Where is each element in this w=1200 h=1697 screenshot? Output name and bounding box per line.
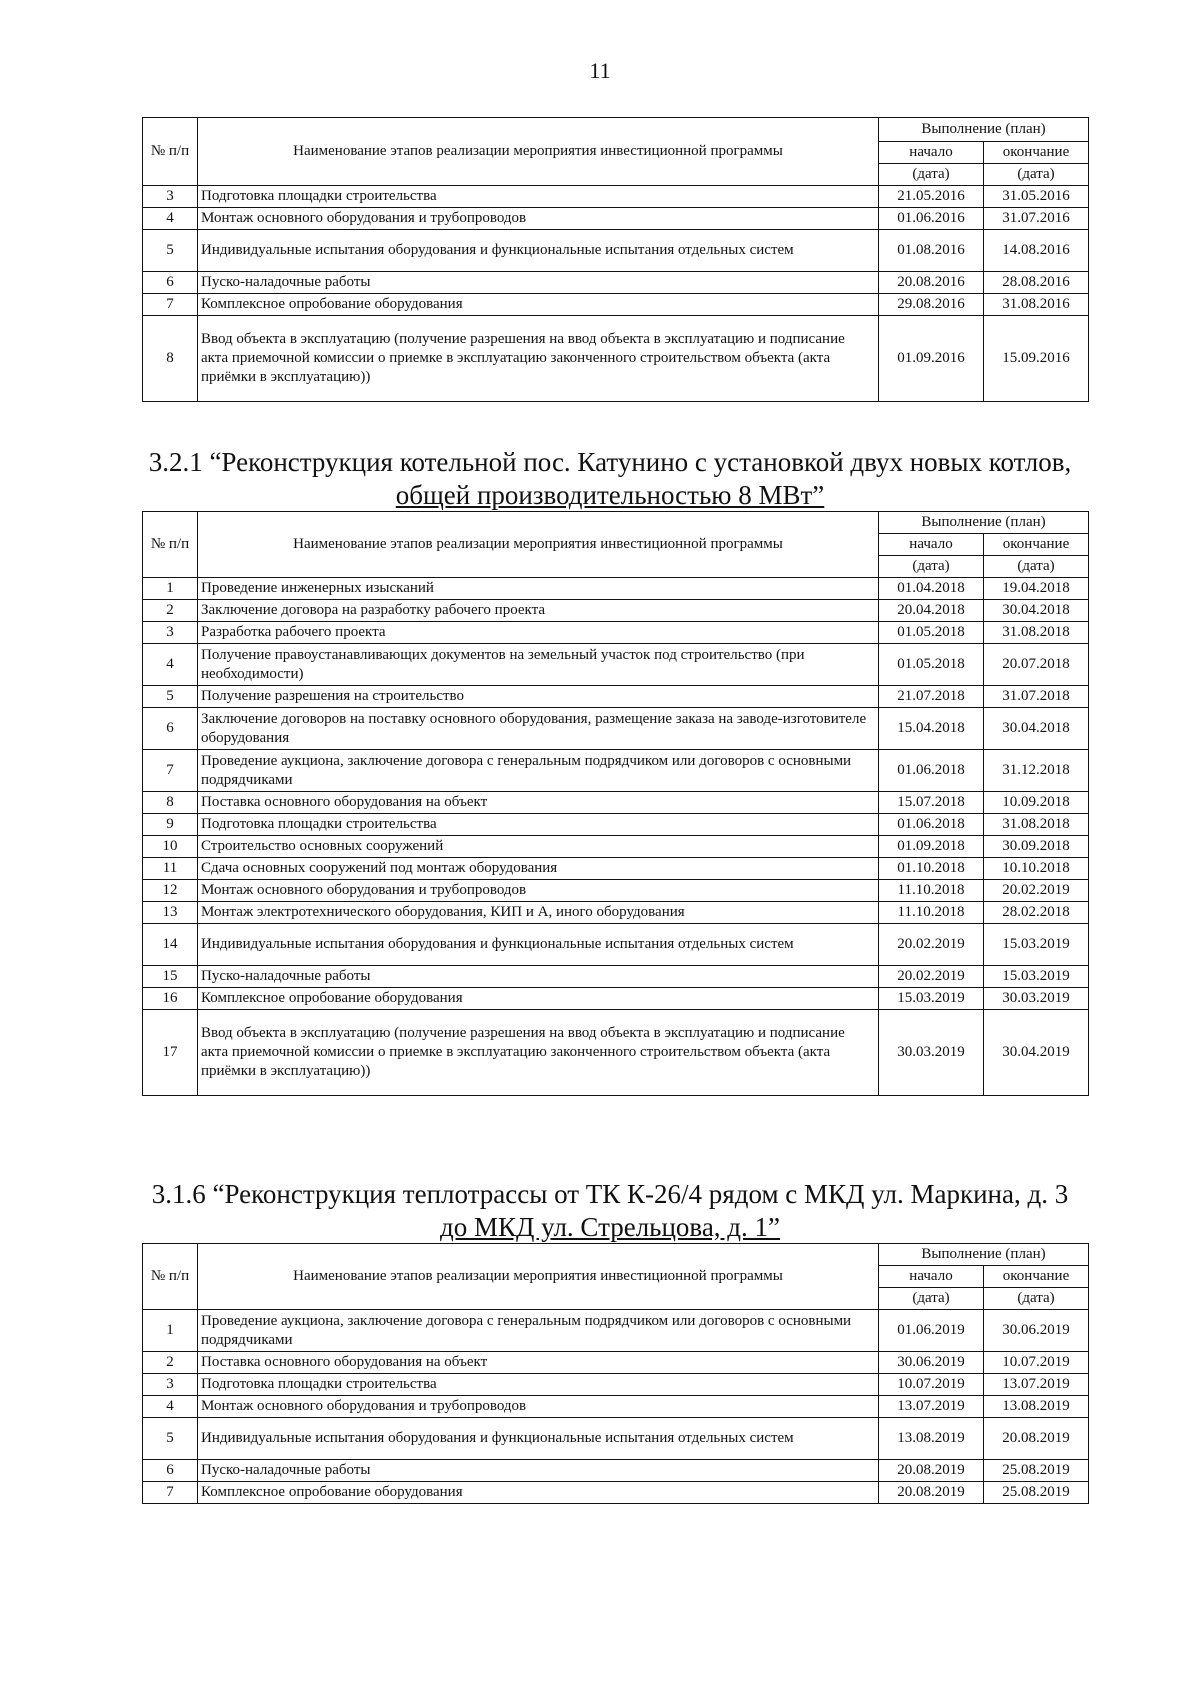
table-body [143, 578, 1089, 1096]
start-date: 20.08.2019 [879, 1482, 984, 1504]
end-date: 15.03.2019 [984, 966, 1089, 988]
start-date: 15.07.2018 [879, 792, 984, 814]
table-row [143, 750, 1089, 792]
row-number: 3 [143, 1374, 198, 1396]
table-row [143, 272, 1089, 294]
row-number: 14 [143, 924, 198, 966]
start-date: 01.06.2018 [879, 814, 984, 836]
stage-name: Монтаж основного оборудования и трубопроводов [198, 880, 879, 902]
table-row [143, 186, 1089, 208]
table-row [143, 294, 1089, 316]
end-date: 28.08.2016 [984, 272, 1089, 294]
row-number: 1 [143, 578, 198, 600]
stages-table-3 [142, 1243, 1089, 1504]
stage-name: Монтаж основного оборудования и трубопроводов [198, 208, 879, 230]
row-number: 4 [143, 208, 198, 230]
table-row [143, 1352, 1089, 1374]
header-num: № п/п [143, 1244, 198, 1310]
end-date: 31.12.2018 [984, 750, 1089, 792]
table-row [143, 578, 1089, 600]
table-row [143, 686, 1089, 708]
row-number: 7 [143, 750, 198, 792]
stage-name: Пуско-наладочные работы [198, 1460, 879, 1482]
start-date: 10.07.2019 [879, 1374, 984, 1396]
header-name: Наименование этапов реализации мероприятия инвестиционной программы [198, 118, 879, 186]
end-date: 31.07.2016 [984, 208, 1089, 230]
stage-name: Подготовка площадки строительства [198, 186, 879, 208]
stage-name: Пуско-наладочные работы [198, 966, 879, 988]
stages-table-2 [142, 511, 1089, 1096]
header-name: Наименование этапов реализации мероприятия инвестиционной программы [198, 512, 879, 578]
start-date: 01.06.2018 [879, 750, 984, 792]
end-date: 31.07.2018 [984, 686, 1089, 708]
end-date: 30.09.2018 [984, 836, 1089, 858]
stage-name: Ввод объекта в эксплуатацию (получение разрешения на ввод объекта в эксплуатацию и подписание акта приемочной комиссии о приемке в эксплуатацию законченного строительством объекта (акта приёмки в эксплуатацию)) [198, 316, 879, 402]
end-date: 30.04.2018 [984, 600, 1089, 622]
stage-name: Получение разрешения на строительство [198, 686, 879, 708]
header-execution: Выполнение (план) [879, 1244, 1089, 1266]
stage-name: Поставка основного оборудования на объект [198, 1352, 879, 1374]
table-row [143, 1010, 1089, 1096]
stage-name: Получение правоустанавливающих документов на земельный участок под строительство (при необходимости) [198, 644, 879, 686]
row-number: 15 [143, 966, 198, 988]
row-number: 11 [143, 858, 198, 880]
start-date: 15.04.2018 [879, 708, 984, 750]
stage-name: Заключение договоров на поставку основного оборудования, размещение заказа на заводе-изготовителе оборудования [198, 708, 879, 750]
row-number: 4 [143, 1396, 198, 1418]
stage-name: Комплексное опробование оборудования [198, 988, 879, 1010]
section-title-line2: до МКД ул. Стрельцова, д. 1” [439, 1212, 781, 1242]
end-date: 13.07.2019 [984, 1374, 1089, 1396]
stage-name: Ввод объекта в эксплуатацию (получение разрешения на ввод объекта в эксплуатацию и подписание акта приемочной комиссии о приемке в эксплуатацию законченного строительством объекта (акта приёмки в эксплуатацию)) [198, 1010, 879, 1096]
start-date: 21.07.2018 [879, 686, 984, 708]
stages-table-1 [142, 117, 1089, 402]
row-number: 4 [143, 644, 198, 686]
table-row [143, 858, 1089, 880]
row-number: 8 [143, 792, 198, 814]
table-row [143, 316, 1089, 402]
start-date: 01.04.2018 [879, 578, 984, 600]
start-date: 11.10.2018 [879, 902, 984, 924]
stage-name: Разработка рабочего проекта [198, 622, 879, 644]
end-date: 31.08.2018 [984, 814, 1089, 836]
stage-name: Подготовка площадки строительства [198, 814, 879, 836]
start-date: 20.08.2019 [879, 1460, 984, 1482]
table-row [143, 1460, 1089, 1482]
table-row [143, 792, 1089, 814]
table-row [143, 1310, 1089, 1352]
table-row [143, 814, 1089, 836]
stage-name: Заключение договора на разработку рабочего проекта [198, 600, 879, 622]
stage-name: Строительство основных сооружений [198, 836, 879, 858]
start-date: 11.10.2018 [879, 880, 984, 902]
row-number: 3 [143, 622, 198, 644]
end-date: 15.03.2019 [984, 924, 1089, 966]
start-date: 29.08.2016 [879, 294, 984, 316]
start-date: 01.05.2018 [879, 622, 984, 644]
start-date: 21.05.2016 [879, 186, 984, 208]
row-number: 8 [143, 316, 198, 402]
table-body [143, 1310, 1089, 1504]
table-row [143, 600, 1089, 622]
start-date: 20.04.2018 [879, 600, 984, 622]
header-start: начало [879, 142, 984, 164]
table-row [143, 966, 1089, 988]
row-number: 6 [143, 1460, 198, 1482]
header-end: окончание [984, 1266, 1089, 1288]
header-end: окончание [984, 142, 1089, 164]
start-date: 30.03.2019 [879, 1010, 984, 1096]
row-number: 6 [143, 272, 198, 294]
row-number: 16 [143, 988, 198, 1010]
end-date: 25.08.2019 [984, 1460, 1089, 1482]
header-execution: Выполнение (план) [879, 512, 1089, 534]
start-date: 20.02.2019 [879, 966, 984, 988]
row-number: 2 [143, 1352, 198, 1374]
stage-name: Монтаж электротехнического оборудования, КИП и А, иного оборудования [198, 902, 879, 924]
end-date: 28.02.2018 [984, 902, 1089, 924]
table-body [143, 186, 1089, 402]
end-date: 19.04.2018 [984, 578, 1089, 600]
row-number: 2 [143, 600, 198, 622]
header-end: окончание [984, 534, 1089, 556]
stage-name: Проведение аукциона, заключение договора с генеральным подрядчиком или договоров с основными подрядчиками [198, 750, 879, 792]
header-execution: Выполнение (план) [879, 118, 1089, 142]
end-date: 13.08.2019 [984, 1396, 1089, 1418]
end-date: 31.05.2016 [984, 186, 1089, 208]
start-date: 01.05.2018 [879, 644, 984, 686]
start-date: 01.09.2018 [879, 836, 984, 858]
table-row [143, 708, 1089, 750]
row-number: 5 [143, 230, 198, 272]
stage-name: Комплексное опробование оборудования [198, 1482, 879, 1504]
start-date: 13.08.2019 [879, 1418, 984, 1460]
row-number: 5 [143, 1418, 198, 1460]
row-number: 7 [143, 1482, 198, 1504]
start-date: 01.10.2018 [879, 858, 984, 880]
header-name: Наименование этапов реализации мероприятия инвестиционной программы [198, 1244, 879, 1310]
stage-name: Индивидуальные испытания оборудования и функциональные испытания отдельных систем [198, 230, 879, 272]
stage-name: Сдача основных сооружений под монтаж оборудования [198, 858, 879, 880]
header-end-date: (дата) [984, 1288, 1089, 1310]
table-row [143, 924, 1089, 966]
end-date: 30.03.2019 [984, 988, 1089, 1010]
header-start-date: (дата) [879, 164, 984, 186]
stage-name: Монтаж основного оборудования и трубопроводов [198, 1396, 879, 1418]
table-row [143, 1374, 1089, 1396]
end-date: 31.08.2018 [984, 622, 1089, 644]
end-date: 15.09.2016 [984, 316, 1089, 402]
header-start-date: (дата) [879, 556, 984, 578]
start-date: 01.09.2016 [879, 316, 984, 402]
stage-name: Индивидуальные испытания оборудования и функциональные испытания отдельных систем [198, 924, 879, 966]
end-date: 10.07.2019 [984, 1352, 1089, 1374]
section-title-321 [130, 446, 1090, 512]
section-title-line2: общей производительностью 8 МВт” [395, 480, 825, 510]
row-number: 6 [143, 708, 198, 750]
start-date: 01.08.2016 [879, 230, 984, 272]
row-number: 3 [143, 186, 198, 208]
stage-name: Пуско-наладочные работы [198, 272, 879, 294]
header-end-date: (дата) [984, 556, 1089, 578]
stage-name: Проведение аукциона, заключение договора с генеральным подрядчиком или договоров с основными подрядчиками [198, 1310, 879, 1352]
header-num: № п/п [143, 118, 198, 186]
section-title-316 [130, 1178, 1090, 1244]
row-number: 13 [143, 902, 198, 924]
table-row [143, 622, 1089, 644]
end-date: 30.04.2019 [984, 1010, 1089, 1096]
start-date: 01.06.2016 [879, 208, 984, 230]
row-number: 12 [143, 880, 198, 902]
header-start: начало [879, 1266, 984, 1288]
start-date: 20.08.2016 [879, 272, 984, 294]
row-number: 5 [143, 686, 198, 708]
table-row [143, 988, 1089, 1010]
start-date: 30.06.2019 [879, 1352, 984, 1374]
row-number: 9 [143, 814, 198, 836]
end-date: 20.02.2019 [984, 880, 1089, 902]
row-number: 10 [143, 836, 198, 858]
stage-name: Проведение инженерных изысканий [198, 578, 879, 600]
start-date: 01.06.2019 [879, 1310, 984, 1352]
end-date: 31.08.2016 [984, 294, 1089, 316]
end-date: 14.08.2016 [984, 230, 1089, 272]
header-start: начало [879, 534, 984, 556]
end-date: 30.04.2018 [984, 708, 1089, 750]
table-row [143, 230, 1089, 272]
header-end-date: (дата) [984, 164, 1089, 186]
start-date: 13.07.2019 [879, 1396, 984, 1418]
table-row [143, 1418, 1089, 1460]
end-date: 20.07.2018 [984, 644, 1089, 686]
end-date: 20.08.2019 [984, 1418, 1089, 1460]
end-date: 25.08.2019 [984, 1482, 1089, 1504]
table-row [143, 1482, 1089, 1504]
row-number: 17 [143, 1010, 198, 1096]
stage-name: Поставка основного оборудования на объект [198, 792, 879, 814]
section-title-line1: 3.1.6 “Реконструкция теплотрассы от ТК К-26/4 рядом с МКД ул. Маркина, д. 3 [151, 1179, 1069, 1209]
stage-name: Индивидуальные испытания оборудования и функциональные испытания отдельных систем [198, 1418, 879, 1460]
section-title-line1: 3.2.1 “Реконструкция котельной пос. Катунино с установкой двух новых котлов, [148, 447, 1072, 477]
end-date: 10.09.2018 [984, 792, 1089, 814]
row-number: 1 [143, 1310, 198, 1352]
table-row [143, 1396, 1089, 1418]
stage-name: Подготовка площадки строительства [198, 1374, 879, 1396]
table-row [143, 836, 1089, 858]
page-number: 11 [589, 58, 611, 83]
row-number: 7 [143, 294, 198, 316]
end-date: 30.06.2019 [984, 1310, 1089, 1352]
stage-name: Комплексное опробование оборудования [198, 294, 879, 316]
table-row [143, 208, 1089, 230]
start-date: 20.02.2019 [879, 924, 984, 966]
end-date: 10.10.2018 [984, 858, 1089, 880]
header-num: № п/п [143, 512, 198, 578]
table-row [143, 880, 1089, 902]
table-row [143, 644, 1089, 686]
start-date: 15.03.2019 [879, 988, 984, 1010]
table-row [143, 902, 1089, 924]
header-start-date: (дата) [879, 1288, 984, 1310]
